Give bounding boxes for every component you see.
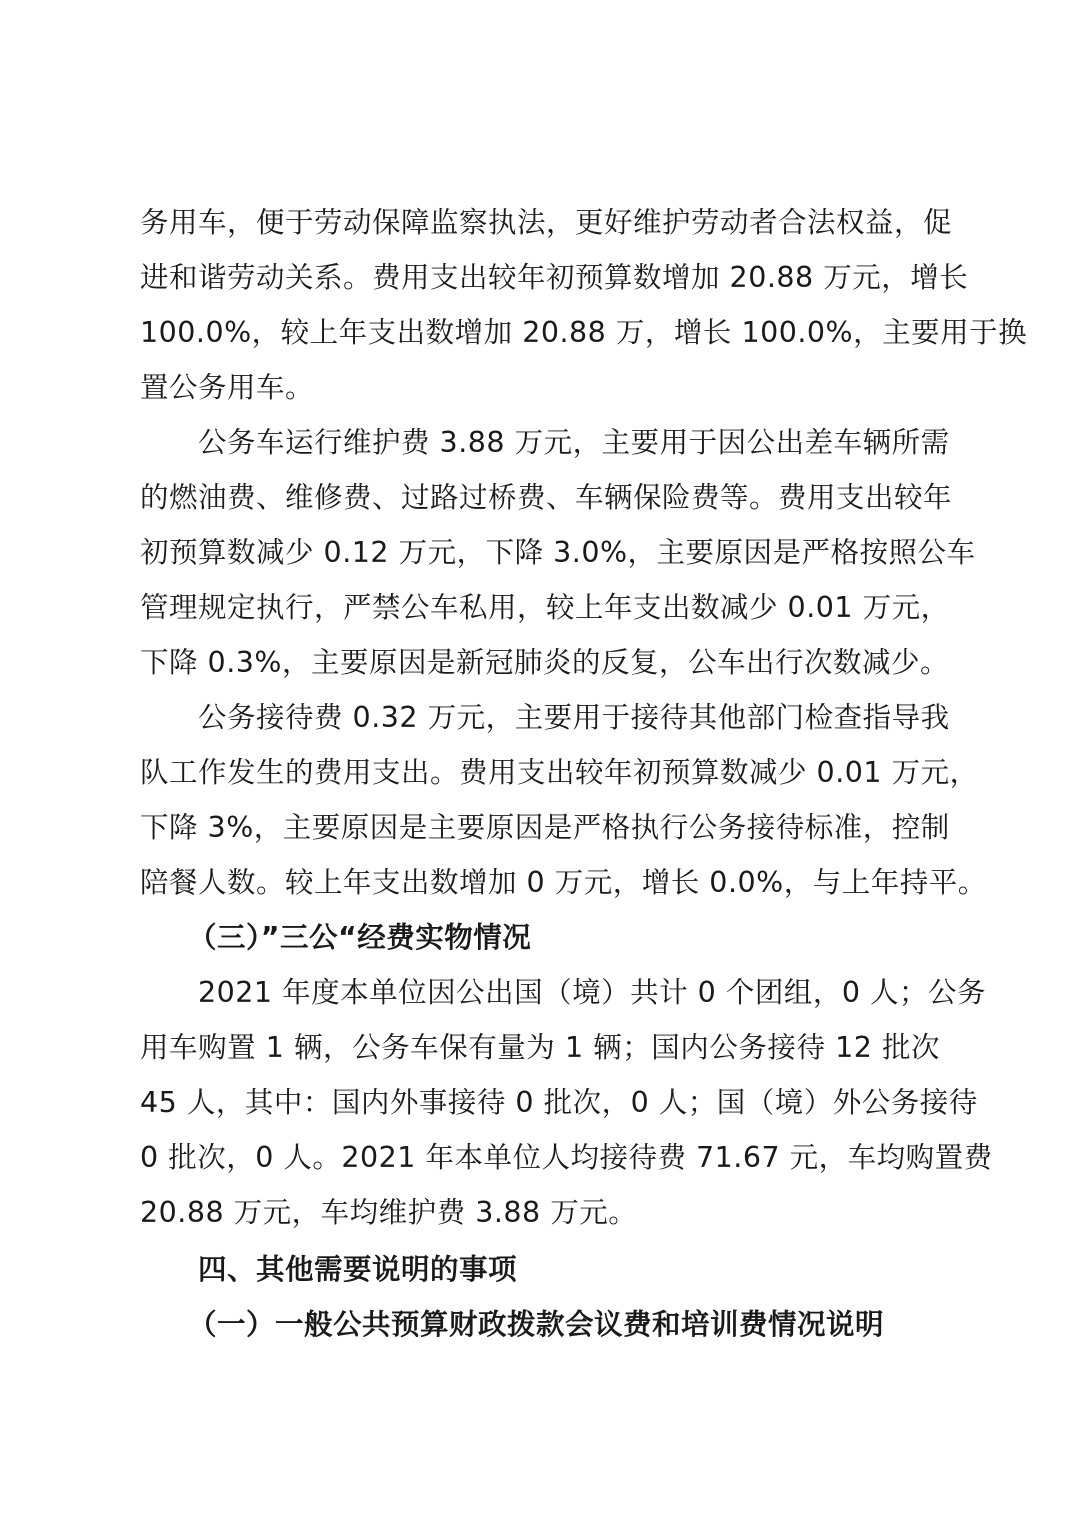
subsection-one-title: （一）一般公共预算财政拨款会议费和培训费情况说明 [188, 1308, 885, 1341]
text-line: 务用车，便于劳动保障监察执法，更好维护劳动者合法权益，促 [140, 206, 953, 239]
document-page [140, 195, 1028, 1352]
text-line: 下降 0.3%，主要原因是新冠肺炎的反复，公车出行次数减少。 [140, 646, 949, 679]
paragraph-vehicle-maintenance [140, 415, 976, 690]
text-line: 100.0%，较上年支出数增加 20.88 万，增长 100.0%，主要用于换 [140, 316, 1028, 349]
text-line: 用车购置 1 辆，公务车保有量为 1 辆；国内公务接待 12 批次 [140, 1031, 940, 1064]
text-line: 初预算数减少 0.12 万元，下降 3.0%，主要原因是严格按照公车 [140, 536, 976, 569]
text-line: 队工作发生的费用支出。费用支出较年初预算数减少 0.01 万元， [140, 756, 979, 789]
text-line: 0 批次，0 人。2021 年本单位人均接待费 71.67 元，车均购置费 [140, 1141, 993, 1174]
heading-three-publics-physical: （三）”三公“经费实物情况 [188, 921, 532, 954]
text-line: 2021 年度本单位因公出国（境）共计 0 个团组，0 人；公务 [198, 976, 987, 1009]
paragraph-reception [140, 690, 987, 910]
text-line: 下降 3%，主要原因是主要原因是严格执行公务接待标准，控制 [140, 811, 950, 844]
text-line: 置公务用车。 [140, 371, 315, 404]
text-line: 陪餐人数。较上年支出数增加 0 万元，增长 0.0%，与上年持平。 [140, 866, 987, 899]
text-line: 进和谐劳动关系。费用支出较年初预算数增加 20.88 万元，增长 [140, 261, 969, 294]
paragraph-vehicle-purchase [140, 195, 1028, 415]
text-line: 20.88 万元，车均维护费 3.88 万元。 [140, 1196, 638, 1229]
text-line: 公务接待费 0.32 万元，主要用于接待其他部门检查指导我 [198, 701, 950, 734]
text-line: 管理规定执行，严禁公车私用，较上年支出数减少 0.01 万元， [140, 591, 950, 624]
text-line: 的燃油费、维修费、过路过桥费、车辆保险费等。费用支出较年 [140, 481, 953, 514]
paragraph-physical-situation [140, 965, 993, 1240]
section-four-title: 四、其他需要说明的事项 [198, 1253, 518, 1286]
text-line: 45 人，其中：国内外事接待 0 批次，0 人；国（境）外公务接待 [140, 1086, 978, 1119]
text-line: 公务车运行维护费 3.88 万元，主要用于因公出差车辆所需 [198, 426, 950, 459]
